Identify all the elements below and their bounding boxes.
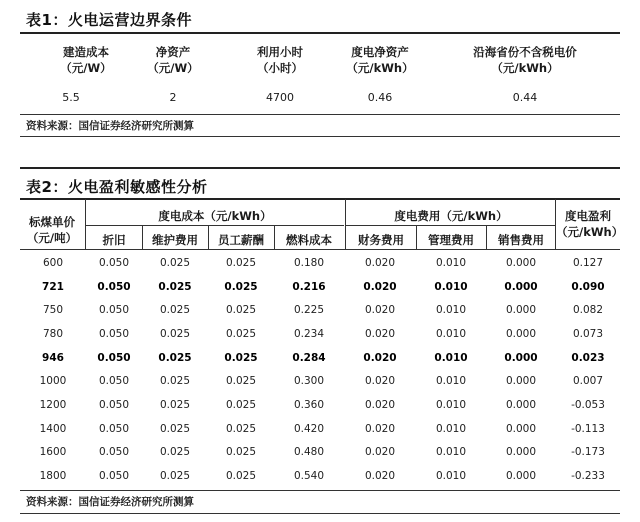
table-cell: 0.000 — [505, 398, 537, 411]
table-row — [20, 298, 620, 322]
table-cell: 0.025 — [225, 470, 257, 483]
row-coal-price-cell: 721 — [42, 280, 64, 293]
table-row — [20, 251, 620, 275]
table1-source-rule — [20, 136, 620, 137]
row-coal-price-cell: 600 — [42, 256, 64, 269]
table-cell: 0.000 — [505, 446, 537, 459]
table-cell: 0.010 — [435, 446, 467, 459]
table-cell: 0.300 — [293, 375, 325, 388]
table2-header-unit-profit: 度电盈利 （元/kWh） — [556, 209, 624, 239]
table-cell: 0.225 — [293, 304, 325, 317]
table1-value-utilization-hours: 4700 — [266, 91, 294, 104]
table-cell: 0.480 — [293, 446, 325, 459]
table-cell: 0.010 — [435, 304, 467, 317]
table2-sub-fuel: 燃料成本 — [286, 233, 332, 247]
row-coal-price-cell: 780 — [42, 327, 64, 340]
table-cell: 0.023 — [571, 351, 605, 364]
table-cell: 0.025 — [225, 327, 257, 340]
table2-top-rule — [20, 198, 620, 200]
table-cell: 0.010 — [435, 422, 467, 435]
table2-body — [20, 251, 620, 488]
table2-header-coal-price: 标煤单价 （元/吨） — [26, 215, 78, 245]
table-cell: 0.050 — [98, 327, 130, 340]
table2-sub-admin: 管理费用 — [428, 233, 474, 247]
table-cell: 0.420 — [293, 422, 325, 435]
table-row — [20, 464, 620, 488]
table-cell: 0.050 — [97, 351, 131, 364]
table-cell: 0.025 — [159, 327, 191, 340]
table-cell: 0.025 — [159, 470, 191, 483]
table-cell: 0.025 — [159, 304, 191, 317]
table-cell: 0.073 — [572, 327, 604, 340]
row-coal-price-cell: 1000 — [39, 375, 67, 388]
table-cell: 0.284 — [292, 351, 326, 364]
table-cell: 0.180 — [293, 256, 325, 269]
table-cell: 0.020 — [364, 327, 396, 340]
table-cell: 0.020 — [364, 375, 396, 388]
table-cell: 0.234 — [293, 327, 325, 340]
table-cell: 0.025 — [158, 351, 192, 364]
table1-title: 表1：火电运营边界条件 — [26, 11, 192, 29]
table-cell: 0.025 — [225, 256, 257, 269]
table-cell: 0.050 — [98, 422, 130, 435]
row-coal-price-cell: 750 — [42, 304, 64, 317]
table-cell: 0.050 — [98, 446, 130, 459]
table-cell: 0.127 — [572, 256, 604, 269]
table-cell: 0.050 — [98, 256, 130, 269]
table1-header-build-cost: 建造成本 （元/W） — [60, 45, 112, 75]
table1-source: 资料来源：国信证券经济研究所测算 — [26, 120, 194, 132]
table2-group-unit-cost: 度电成本（元/kWh） — [158, 209, 272, 223]
table2-group-unit-expense: 度电费用（元/kWh） — [394, 209, 508, 223]
table2-vline-a — [85, 199, 86, 249]
table-cell: 0.000 — [505, 470, 537, 483]
table-cell: -0.053 — [571, 398, 605, 411]
table-cell: 0.025 — [225, 422, 257, 435]
table-cell: 0.025 — [159, 446, 191, 459]
table-cell: 0.050 — [98, 398, 130, 411]
table-cell: 0.025 — [224, 280, 258, 293]
table-cell: 0.010 — [434, 280, 468, 293]
table-cell: 0.020 — [364, 422, 396, 435]
table-row — [20, 441, 620, 465]
table-cell: 0.020 — [364, 470, 396, 483]
table2-sub-sales: 销售费用 — [498, 233, 544, 247]
table2-header-rule — [20, 249, 620, 250]
table2-title: 表2：火电盈利敏感性分析 — [26, 178, 208, 196]
table2-group2-underline — [346, 225, 556, 226]
table1-top-rule — [20, 32, 620, 34]
table2-sub-maintenance: 维护费用 — [152, 233, 198, 247]
table-cell: 0.025 — [225, 446, 257, 459]
table-cell: 0.020 — [363, 280, 397, 293]
table-cell: 0.025 — [159, 422, 191, 435]
table1-value-coastal-price: 0.44 — [512, 91, 538, 104]
table-row — [20, 346, 620, 370]
table-cell: 0.010 — [435, 375, 467, 388]
table-cell: 0.000 — [505, 256, 537, 269]
table-row — [20, 417, 620, 441]
table-cell: 0.025 — [225, 398, 257, 411]
table2-sub-financial: 财务费用 — [358, 233, 404, 247]
table-cell: 0.025 — [159, 256, 191, 269]
table-row — [20, 369, 620, 393]
table-cell: 0.050 — [98, 375, 130, 388]
row-coal-price-cell: 1800 — [39, 470, 67, 483]
table2-source-rule — [20, 513, 620, 514]
table2-pre-title-rule — [20, 167, 620, 169]
table-cell: -0.113 — [571, 422, 605, 435]
table1-header-coastal-price: 沿海省份不含税电价 （元/kWh） — [473, 45, 577, 75]
table-row — [20, 275, 620, 299]
row-coal-price-cell: 1600 — [39, 446, 67, 459]
table-cell: 0.025 — [225, 304, 257, 317]
table-cell: 0.025 — [159, 375, 191, 388]
table-cell: 0.050 — [98, 304, 130, 317]
row-coal-price-cell: 1400 — [39, 422, 67, 435]
table2-source: 资料来源：国信证券经济研究所测算 — [26, 496, 194, 508]
table-cell: 0.000 — [505, 422, 537, 435]
table-cell: 0.020 — [364, 304, 396, 317]
table-cell: 0.050 — [98, 470, 130, 483]
row-coal-price-cell: 946 — [42, 351, 64, 364]
table-cell: 0.010 — [435, 256, 467, 269]
table-cell: 0.000 — [504, 280, 538, 293]
table-cell: 0.025 — [224, 351, 258, 364]
table-cell: 0.540 — [293, 470, 325, 483]
table-cell: 0.010 — [435, 327, 467, 340]
table-cell: 0.020 — [364, 446, 396, 459]
table2-vline-b — [345, 199, 346, 249]
table-cell: 0.007 — [572, 375, 604, 388]
table2-vline-g — [416, 226, 417, 249]
table-cell: 0.050 — [97, 280, 131, 293]
table-cell: 0.010 — [434, 351, 468, 364]
table-cell: 0.025 — [225, 375, 257, 388]
table-cell: 0.010 — [435, 398, 467, 411]
table-cell: 0.020 — [363, 351, 397, 364]
table-cell: 0.000 — [505, 327, 537, 340]
table-cell: 0.082 — [572, 304, 604, 317]
table1-value-net-assets-per-kwh: 0.46 — [367, 91, 393, 104]
row-coal-price-cell: 1200 — [39, 398, 67, 411]
table2-vline-d — [142, 226, 143, 249]
table-cell: 0.090 — [571, 280, 605, 293]
table1-bottom-rule — [20, 114, 620, 115]
table-cell: 0.010 — [435, 470, 467, 483]
table-cell: 0.216 — [292, 280, 326, 293]
table-cell: -0.173 — [571, 446, 605, 459]
table2-vline-e — [208, 226, 209, 249]
table2-bottom-rule — [20, 490, 620, 491]
table2-group1-underline — [86, 225, 344, 226]
table1-value-net-assets: 2 — [169, 91, 177, 104]
table2-vline-h — [486, 226, 487, 249]
table-cell: 0.025 — [158, 280, 192, 293]
table-cell: 0.020 — [364, 398, 396, 411]
table-row — [20, 322, 620, 346]
table-cell: 0.000 — [505, 304, 537, 317]
table2-sub-depreciation: 折旧 — [102, 233, 126, 247]
table2-sub-salary: 员工薪酬 — [218, 233, 264, 247]
table1-value-build-cost: 5.5 — [62, 91, 80, 104]
table-cell: 0.000 — [504, 351, 538, 364]
table-cell: 0.025 — [159, 398, 191, 411]
table2-vline-f — [274, 226, 275, 249]
table-cell: -0.233 — [571, 470, 605, 483]
table-row — [20, 393, 620, 417]
table2-vline-c — [555, 199, 556, 249]
table1-header-net-assets-per-kwh: 度电净资产 （元/kWh） — [346, 45, 414, 75]
table1-header-net-assets: 净资产 （元/W） — [147, 45, 199, 75]
table-cell: 0.020 — [364, 256, 396, 269]
table-cell: 0.000 — [505, 375, 537, 388]
table-cell: 0.360 — [293, 398, 325, 411]
table1-header-utilization-hours: 利用小时 （小时） — [257, 45, 303, 75]
